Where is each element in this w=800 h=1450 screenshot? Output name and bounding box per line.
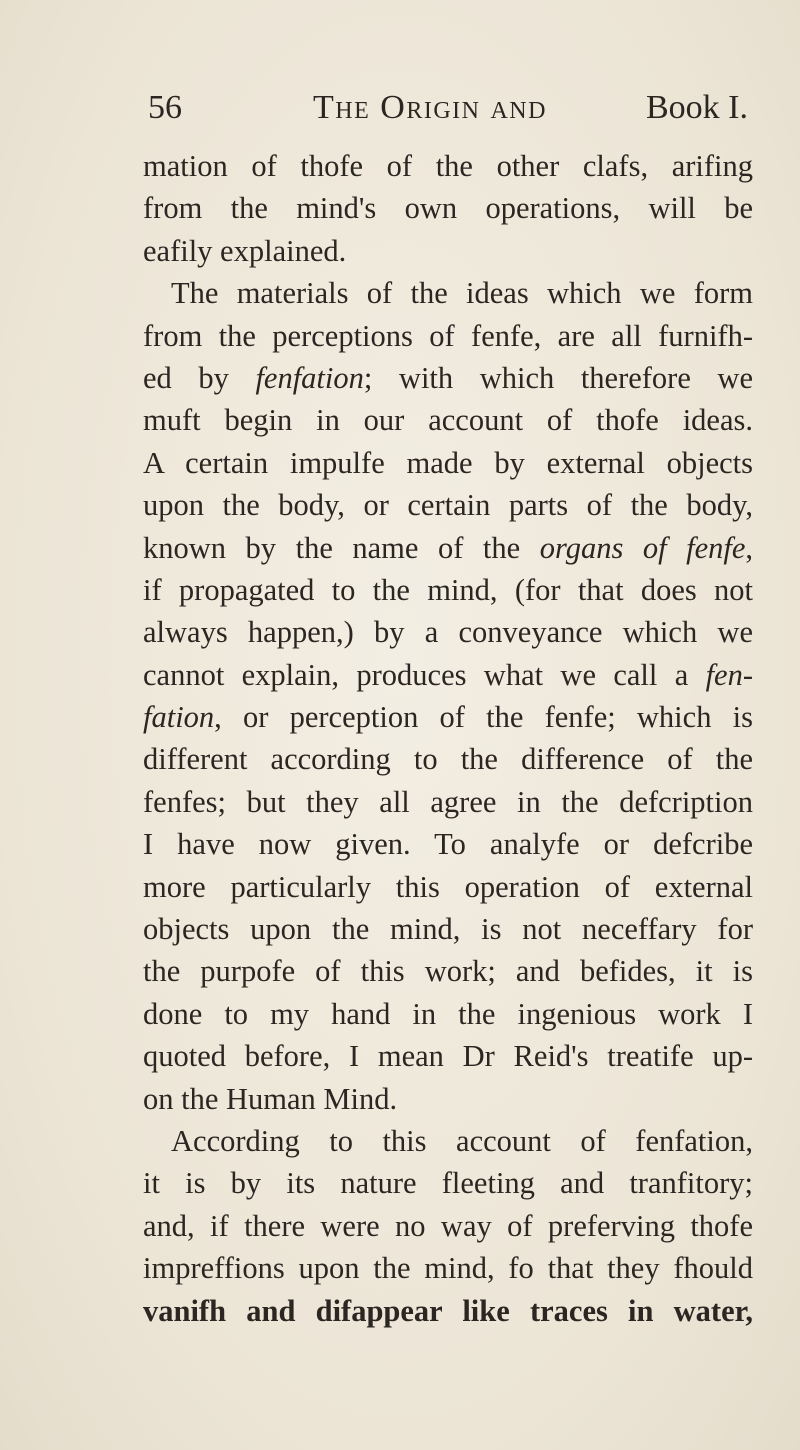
text-line: objects upon the mind, is not neceffary for	[143, 912, 753, 947]
text-line	[143, 654, 753, 696]
text-line	[143, 527, 753, 569]
italic-term: fen-	[705, 657, 753, 692]
text-fragment: cannot explain, produces what we call a	[143, 657, 706, 692]
text-line: quoted before, I mean Dr Reid's treatife up-	[143, 1039, 753, 1074]
text-line: mation of thofe of the other clafs, arifing	[143, 149, 753, 183]
text-line: if propagated to the mind, (for that does not	[143, 572, 753, 607]
text-line: upon the body, or certain parts of the body,	[143, 488, 753, 523]
text-line: the purpofe of this work; and befides, it is	[143, 954, 753, 989]
text-line: more particularly this operation of external	[143, 869, 753, 904]
page-body	[143, 145, 753, 1332]
text-line: on the Human Mind.	[143, 1081, 398, 1116]
text-line: impreffions upon the mind, fo that they fhould	[143, 1251, 753, 1286]
italic-term: organs of fenfe	[539, 530, 746, 565]
page-number: 56	[148, 89, 182, 126]
text-line: from the mind's own operations, will be	[143, 191, 753, 226]
text-fragment: , or perception of the fenfe; which is	[214, 700, 753, 735]
text-line: done to my hand in the ingenious work I	[143, 996, 753, 1031]
text-line: always happen,) by a conveyance which we	[143, 615, 753, 650]
italic-term: fenfation	[255, 360, 364, 395]
text-line: vanifh and difappear like traces in water,	[143, 1293, 753, 1328]
text-line	[143, 357, 753, 399]
text-line: different according to the difference of the	[143, 742, 753, 777]
text-line: muft begin in our account of thofe ideas.	[143, 403, 753, 438]
running-header	[148, 86, 748, 130]
text-line: and, if there were no way of preferving thofe	[143, 1208, 753, 1243]
text-line: from the perceptions of fenfe, are all furnifh-	[143, 318, 753, 353]
text-line: I have now given. To analyfe or defcribe	[143, 827, 753, 862]
text-fragment: ; with which therefore we	[363, 360, 754, 395]
text-line: eafily explained.	[143, 233, 347, 268]
text-line: The materials of the ideas which we form	[171, 276, 753, 311]
italic-term: fation	[143, 700, 215, 735]
text-line: A certain impulfe made by external objects	[143, 445, 753, 480]
text-fragment: ed by	[143, 360, 256, 395]
text-fragment: known by the name of the	[143, 530, 540, 565]
text-line: fenfes; but they all agree in the defcription	[143, 784, 753, 819]
text-fragment: ,	[745, 530, 753, 565]
text-line: it is by its nature fleeting and tranfitory;	[143, 1166, 753, 1201]
text-line	[143, 696, 753, 738]
book-label: Book I.	[646, 89, 748, 126]
running-title: The Origin and	[313, 89, 547, 126]
text-line: According to this account of fenfation,	[171, 1123, 753, 1158]
